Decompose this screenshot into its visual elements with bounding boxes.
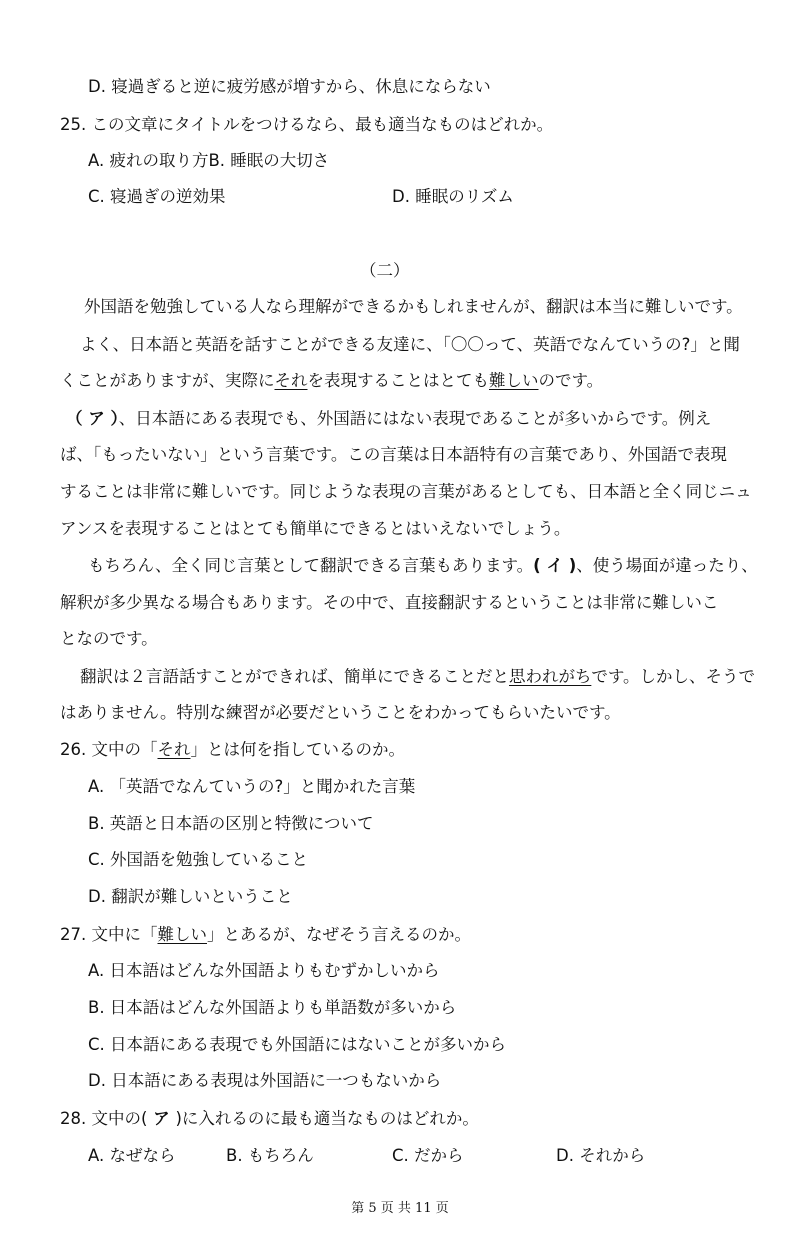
passage-text: 、使う場面が違ったり、 — [576, 556, 758, 575]
q28-option-d: D. それから — [556, 1146, 646, 1165]
question-text: 27. 文中に「 — [60, 925, 158, 944]
underlined-muzukashii: 難しい — [489, 371, 539, 390]
passage-p5-line1 — [80, 666, 755, 688]
blank-a: （ ア ） — [66, 409, 119, 428]
q24-option-d: D. 寝過ぎると逆に疲労感が増すから、休息にならない — [88, 77, 491, 96]
passage-p3-line2: ば、「もったいない」という言葉です。この言葉は日本語特有の言葉であり、外国語で表現 — [60, 445, 727, 464]
underlined-muzukashii: 難しい — [157, 925, 207, 944]
passage-p3-line3: することは非常に難しいです。同じような表現の言葉があるとしても、日本語と全く同じニュ — [60, 482, 752, 501]
passage-p4-line3: となのです。 — [60, 629, 158, 648]
passage-p3-line1 — [66, 408, 711, 430]
q26-option-a: A. 「英語でなんていうの?」と聞かれた言葉 — [88, 777, 416, 796]
question-text: 26. 文中の「 — [60, 740, 158, 759]
q26-question — [60, 739, 405, 761]
q26-option-b: B. 英語と日本語の区別と特徴について — [88, 814, 374, 833]
passage-p4-line1 — [88, 555, 758, 577]
blank-a: ア — [147, 1109, 176, 1128]
passage-text: を表現することはとても — [307, 371, 489, 390]
q27-option-d: D. 日本語にある表現は外国語に一つもないから — [88, 1071, 442, 1090]
q25-option-d: D. 睡眠のリズム — [392, 187, 514, 206]
blank-i: ( イ ) — [533, 556, 577, 575]
passage-p1: 外国語を勉強している人なら理解ができるかもしれませんが、翻訳は本当に難しいです。 — [84, 297, 743, 316]
underlined-sore: それ — [274, 371, 308, 390]
passage-p5-line2: はありません。特別な練習が必要だということをわかってもらいたいです。 — [60, 703, 621, 722]
page-number: 第 5 页 共 11 页 — [351, 1201, 449, 1216]
q28-option-a: A. なぜなら — [88, 1146, 176, 1165]
q26-option-c: C. 外国語を勉強していること — [88, 850, 309, 869]
passage-text: 翻訳は２言語話すことができれば、簡単にできることだと — [80, 667, 509, 686]
passage-text: もちろん、全く同じ言葉として翻訳できる言葉もあります。 — [88, 556, 534, 575]
passage-p2-line2 — [60, 370, 603, 392]
q28-question — [60, 1108, 479, 1130]
passage-text: くことがありますが、実際に — [60, 371, 275, 390]
q27-question — [60, 924, 471, 946]
q28-option-b: B. もちろん — [226, 1146, 314, 1165]
q25-option-c: C. 寝過ぎの逆効果 — [88, 187, 226, 206]
question-text: 」とは何を指しているのか。 — [190, 740, 405, 759]
q25-question: 25. この文章にタイトルをつけるなら、最も適当なものはどれか。 — [60, 115, 554, 134]
q28-option-c: C. だから — [392, 1146, 464, 1165]
q26-option-d: D. 翻訳が難しいということ — [88, 887, 293, 906]
section-title: （二） — [360, 261, 410, 280]
question-text: 」とあるが、なぜそう言えるのか。 — [207, 925, 471, 944]
q27-option-b: B. 日本語はどんな外国語よりも単語数が多いから — [88, 998, 457, 1017]
passage-text: です。しかし、そうで — [591, 667, 756, 686]
passage-p2-line1: よく、日本語と英語を話すことができる友達に、「〇〇って、英語でなんていうの?」と聞 — [80, 335, 740, 354]
q27-option-c: C. 日本語にある表現でも外国語にはないことが多いから — [88, 1035, 507, 1054]
passage-p4-line2: 解釈が多少異なる場合もあります。その中で、直接翻訳するということは非常に難しいこ — [60, 593, 719, 612]
question-text: )に入れるのに最も適当なものはどれか。 — [175, 1109, 479, 1128]
passage-text: 、日本語にある表現でも、外国語にはない表現であることが多いからです。例え — [118, 409, 712, 428]
passage-p3-line4: アンスを表現することはとても簡単にできるとはいえないでしょう。 — [60, 519, 571, 538]
q25-option-a-b: A. 疲れの取り方B. 睡眠の大切さ — [88, 151, 330, 170]
question-text: 28. 文中の( — [60, 1109, 148, 1128]
underlined-sore: それ — [157, 740, 191, 759]
passage-text: のです。 — [538, 371, 604, 390]
q27-option-a: A. 日本語はどんな外国語よりもむずかしいから — [88, 961, 440, 980]
underlined-omowaregachi: 思われがち — [509, 667, 592, 686]
